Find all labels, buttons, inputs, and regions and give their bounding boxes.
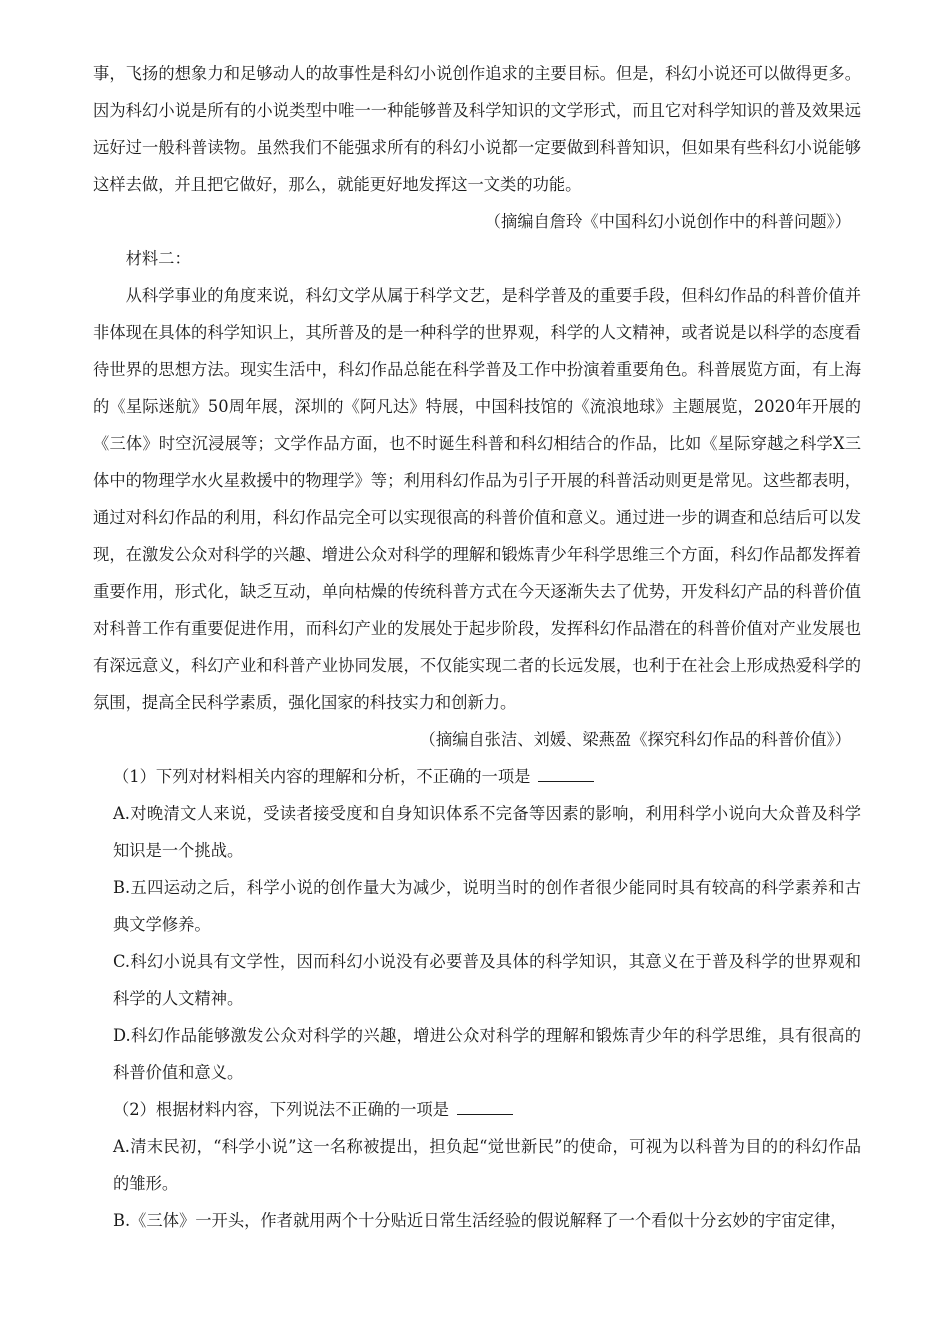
question-2-option-a: A.清末民初，“科学小说”这一名称被提出，担负起“觉世新民”的使命，可视为以科普为目的的科幻作品的雏形。 [113,1137,861,1193]
intro-paragraph: 事，飞扬的想象力和足够动人的故事性是科幻小说创作追求的主要目标。但是，科幻小说还可以做得更多。因为科幻小说是所有的小说类型中唯一一种能够普及科学知识的文学形式，而且它对科学知识的普及效果远远好过一般科普读物。虽然我们不能强求所有的科幻小说都一定要做到科普知识，但如果有些科幻小说能够这样去做，并且把它做好，那么，就能更好地发挥这一文类的功能。 [93,64,861,194]
question-2-stem [93,1091,861,1128]
question-1-option-d: D.科幻作品能够激发公众对科学的兴趣，增进公众对科学的理解和锻炼青少年的科学思维，具有很高的科普价值和意义。 [113,1026,861,1082]
question-1-text: （1）下列对材料相关内容的理解和分析，不正确的一项是 [113,767,531,786]
material-2-label: 材料二： [125,249,191,268]
answer-blank-2[interactable] [457,1100,513,1115]
question-2-text: （2）根据材料内容，下列说法不正确的一项是 [113,1100,449,1119]
question-1-option-b: B.五四运动之后，科学小说的创作量大为减少，说明当时的创作者很少能同时具有较高的科学素养和古典文学修养。 [113,878,861,934]
material-2-paragraph: 从科学事业的角度来说，科幻文学从属于科学文艺，是科学普及的重要手段，但科幻作品的科普价值并非体现在具体的科学知识上，其所普及的是一种科学的世界观，科学的人文精神，或者说是以科学的态度看待世界的思想方法。现实生活中，科幻作品总能在科学普及工作中扮演着重要角色。科普展览方面，有上海的《星际迷航》50周年展，深圳的《阿凡达》特展，中国科技馆的《流浪地球》主题展览，2020年开展的《三体》时空沉浸展等；文学作品方面，也不时诞生科普和科幻相结合的作品，比如《星际穿越之科学X三体中的物理学水火星救援中的物理学》等；利用科幻作品为引子开展的科普活动则更是常见。这些都表明，通过对科幻作品的利用，科幻作品完全可以实现很高的科普价值和意义。通过进一步的调查和总结后可以发现，在激发公众对科学的兴趣、增进公众对科学的理解和锻炼青少年科学思维三个方面，科幻作品都发挥着重要作用，形式化，缺乏互动，单向枯燥的传统科普方式在今天逐渐失去了优势，开发科幻产品的科普价值对科普工作有重要促进作用，而科幻产业的发展处于起步阶段，发挥科幻作品潜在的科普价值对产业发展也有深远意义，科幻产业和科普产业协同发展，不仅能实现二者的长远发展，也利于在社会上形成热爱科学的氛围，提高全民科学素质，强化国家的科技实力和创新力。 [93,286,861,712]
document-page [93,55,861,1239]
answer-blank-1[interactable] [538,767,594,782]
question-1-option-a: A.对晚清文人来说，受读者接受度和自身知识体系不完备等因素的影响，利用科学小说向大众普及科学知识是一个挑战。 [113,804,861,860]
source-citation-1: （摘编自詹玲《中国科幻小说创作中的科普问题》） [484,212,851,231]
source-citation-2: （摘编自张洁、刘媛、梁燕盈《探究科幻作品的科普价值》） [419,730,851,749]
question-1-option-c: C.科幻小说具有文学性，因而科幻小说没有必要普及具体的科学知识，其意义在于普及科学的世界观和科学的人文精神。 [113,952,861,1008]
question-1-stem [93,758,861,795]
question-2-option-b: B.《三体》一开头，作者就用两个十分贴近日常生活经验的假说解释了一个看似十分玄妙的宇宙定律， [113,1211,847,1230]
